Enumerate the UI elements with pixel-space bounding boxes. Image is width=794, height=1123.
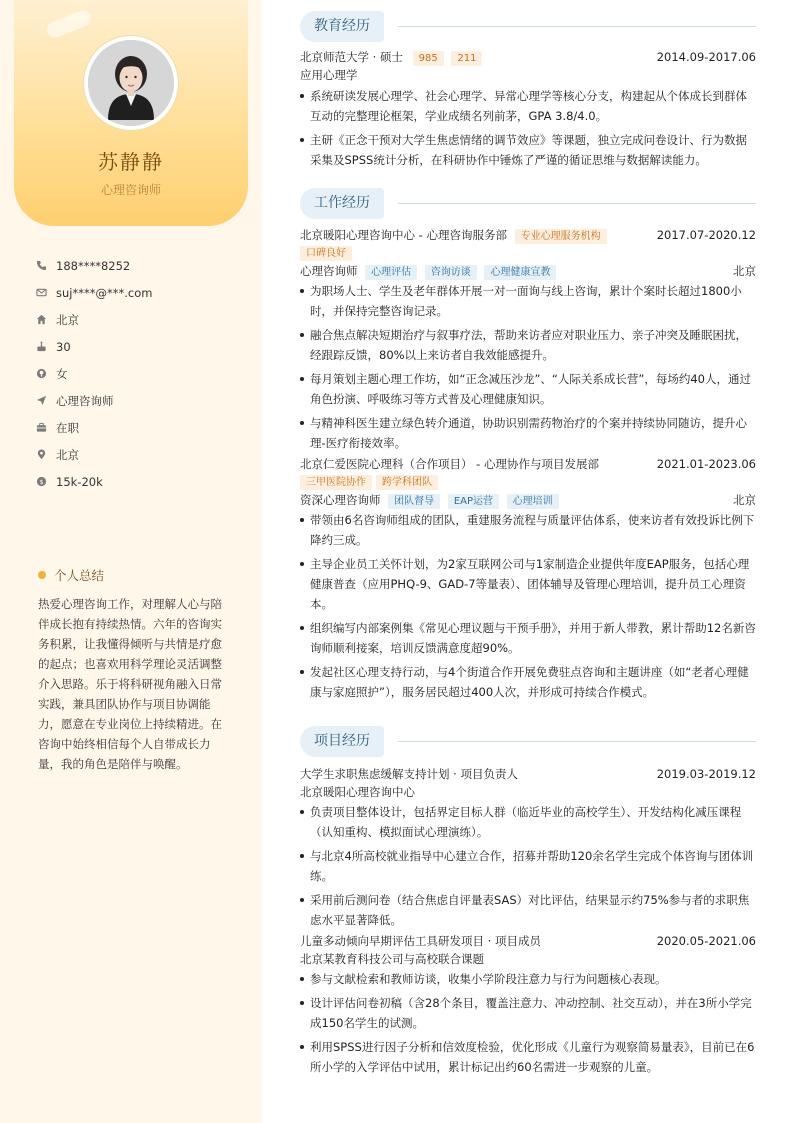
contact-intention bbox=[36, 387, 246, 414]
list-item: 设计评估问卷初稿（含28个条目，覆盖注意力、冲动控制、社交互动），并在3所小学完成150名学生的试测。 bbox=[300, 993, 756, 1033]
section-header bbox=[300, 726, 756, 757]
contact-phone-text: 188****8252 bbox=[56, 258, 131, 273]
list-item: 为职场人士、学生及老年群体开展一对一面询与线上咨询，累计个案时长超过1800小时，并保持完整咨询记录。 bbox=[300, 281, 756, 321]
candidate-title: 心理咨询师 bbox=[100, 183, 161, 197]
skill-tag: 团队督导 bbox=[388, 494, 440, 509]
contact-gender bbox=[36, 360, 246, 387]
work-city: 北京 bbox=[733, 493, 756, 507]
section-title: 项目经历 bbox=[300, 726, 384, 757]
project-org-text: 北京暖阳心理咨询中心 bbox=[300, 785, 415, 799]
skill-tag: 心理培训 bbox=[507, 494, 559, 509]
skill-tag: 心理健康宣教 bbox=[484, 265, 556, 280]
contact-gender-text: 女 bbox=[56, 366, 68, 381]
org-tags-line bbox=[300, 473, 756, 491]
project-org bbox=[300, 950, 756, 968]
mail-icon bbox=[36, 287, 56, 298]
list-item: 采用前后测问卷（结合焦虑自评量表SAS）对比评估，结果显示约75%参与者的求职焦虑水平显著降低。 bbox=[300, 890, 756, 930]
contact-location-text: 北京 bbox=[56, 447, 79, 462]
project-date: 2019.03-2019.12 bbox=[656, 767, 756, 781]
phone-icon bbox=[36, 260, 56, 271]
list-item: 与北京4所高校就业指导中心建立合作，招募并帮助120余名学生完成个体咨询与团体训练。 bbox=[300, 846, 756, 886]
home-icon bbox=[36, 314, 56, 325]
org-tag: 专业心理服务机构 bbox=[515, 229, 607, 244]
position-name: 心理咨询师 bbox=[300, 264, 358, 278]
project-item bbox=[300, 765, 756, 930]
send-icon bbox=[36, 395, 56, 406]
org-tag: 口碑良好 bbox=[300, 246, 352, 261]
bullet-dot-icon bbox=[38, 571, 46, 579]
work-section bbox=[300, 188, 756, 706]
contact-home bbox=[36, 306, 246, 333]
contact-home-text: 北京 bbox=[56, 312, 79, 327]
list-item: 组织编写内部案例集《常见心理议题与干预手册》，并用于新人带教，累计帮助12名新咨询师顺利接案，培训反馈满意度超90%。 bbox=[300, 618, 756, 658]
contact-email bbox=[36, 279, 246, 306]
contact-location bbox=[36, 441, 246, 468]
project-bullets bbox=[300, 802, 756, 930]
contact-salary bbox=[36, 468, 246, 495]
list-item: 参与文献检索和教师访谈，收集小学阶段注意力与行为问题核心表现。 bbox=[300, 969, 756, 989]
section-divider bbox=[398, 741, 756, 742]
major bbox=[300, 66, 756, 84]
contact-email-text: suj****@***.com bbox=[56, 285, 153, 300]
work-city: 北京 bbox=[733, 264, 756, 278]
major-text: 应用心理学 bbox=[300, 68, 358, 82]
portrait-icon bbox=[88, 40, 174, 126]
org-tag: 三甲医院协作 bbox=[300, 475, 372, 490]
summary-heading-text: 个人总结 bbox=[54, 568, 105, 583]
org-name: 北京暖阳心理咨询中心 - 心理咨询服务部 bbox=[300, 228, 507, 242]
svg-text:$: $ bbox=[39, 477, 44, 486]
position-name: 资深心理咨询师 bbox=[300, 493, 381, 507]
sidebar bbox=[0, 0, 262, 1123]
project-name: 儿童多动倾向早期评估工具研发项目 · 项目成员 bbox=[300, 934, 541, 948]
list-item: 负责项目整体设计，包括界定目标人群（临近毕业的高校学生）、开发结构化减压课程（认知重构、模拟面试心理演练）。 bbox=[300, 802, 756, 842]
project-header bbox=[300, 765, 756, 783]
list-item: 发起社区心理支持行动，与4个街道合作开展免费驻点咨询和主题讲座（如“老者心理健康与家庭照护”），服务居民超过400人次，并形成可持续合作模式。 bbox=[300, 662, 756, 702]
org-tag: 跨学科团队 bbox=[376, 475, 438, 490]
candidate-name: 苏静静 bbox=[98, 150, 164, 174]
position-row bbox=[300, 262, 756, 280]
school-tag: 211 bbox=[451, 51, 482, 66]
contact-age bbox=[36, 333, 246, 360]
school-name: 北京师范大学 · 硕士 bbox=[300, 50, 403, 64]
list-item: 每月策划主题心理工作坊，如“正念减压沙龙”、“人际关系成长营”，每场约40人，通过角色扮演、呼吸练习等方式普及心理健康知识。 bbox=[300, 369, 756, 409]
work-header bbox=[300, 226, 756, 244]
list-item: 系统研读发展心理学、社会心理学、异常心理学等核心分支，构建起从个体成长到群体互动的完整理论框架，学业成绩名列前茅，GPA 3.8/4.0。 bbox=[300, 86, 756, 126]
education-item bbox=[300, 48, 756, 170]
project-header bbox=[300, 932, 756, 950]
work-bullets bbox=[300, 510, 756, 702]
project-date: 2020.05-2021.06 bbox=[656, 934, 756, 948]
location-pin-icon bbox=[36, 449, 56, 460]
section-divider bbox=[398, 26, 756, 27]
education-bullets bbox=[300, 86, 756, 170]
list-item: 与精神科医生建立绿色转介通道，协助识别需药物治疗的个案并持续协同随访，提升心理-医疗衔接效率。 bbox=[300, 413, 756, 453]
skill-tag: EAP运营 bbox=[448, 494, 499, 509]
summary-heading bbox=[38, 566, 104, 584]
education-header bbox=[300, 48, 756, 66]
project-bullets bbox=[300, 969, 756, 1077]
position-row bbox=[300, 491, 756, 509]
work-item bbox=[300, 226, 756, 453]
decorative-pill bbox=[45, 8, 94, 40]
avatar-photo bbox=[88, 40, 174, 126]
projects-section bbox=[300, 726, 756, 1081]
contact-status-text: 在职 bbox=[56, 420, 79, 435]
org-name: 北京仁爱医院心理科（合作项目） - 心理协作与项目发展部 bbox=[300, 457, 599, 471]
section-divider bbox=[398, 203, 756, 204]
work-item bbox=[300, 455, 756, 702]
section-title: 工作经历 bbox=[300, 188, 384, 219]
project-org-text: 北京某教育科技公司与高校联合课题 bbox=[300, 952, 484, 966]
list-item: 利用SPSS进行因子分析和信效度检验，优化形成《儿童行为观察简易量表》，目前已在6所小学的入学评估中试用，累计标记出约60名需进一步观察的儿童。 bbox=[300, 1037, 756, 1077]
org-tags-line bbox=[300, 244, 756, 262]
project-name: 大学生求职焦虑缓解支持计划 · 项目负责人 bbox=[300, 767, 518, 781]
work-header bbox=[300, 455, 756, 473]
contact-list bbox=[36, 252, 246, 495]
contact-status bbox=[36, 414, 246, 441]
work-date: 2017.07-2020.12 bbox=[656, 228, 756, 242]
school-tag: 985 bbox=[413, 51, 444, 66]
skill-tag: 心理评估 bbox=[365, 265, 417, 280]
education-date: 2014.09-2017.06 bbox=[656, 50, 756, 64]
gender-icon bbox=[36, 368, 56, 379]
education-section bbox=[300, 11, 756, 174]
salary-icon bbox=[36, 476, 56, 487]
section-header bbox=[300, 188, 756, 219]
contact-salary-text: 15k-20k bbox=[56, 474, 103, 489]
summary-text: 热爱心理咨询工作，对理解人心与陪伴成长抱有持续热情。六年的咨询实务积累，让我懂得倾听与共情是疗愈的起点；也喜欢用科学理论灵活调整介入思路。乐于将科研视角融入日常实践，兼具团队协作与项目协调能力，愿意在专业岗位上持续精进。在咨询中始终相信每个人自带成长力量，我的角色是陪伴与唤醒。 bbox=[38, 597, 222, 771]
skill-tag: 咨询访谈 bbox=[425, 265, 477, 280]
project-item bbox=[300, 932, 756, 1077]
project-org bbox=[300, 783, 756, 801]
list-item: 带领由6名咨询师组成的团队，重建服务流程与质量评估体系，使来访者有效投诉比例下降约三成。 bbox=[300, 510, 756, 550]
work-bullets bbox=[300, 281, 756, 453]
contact-age-text: 30 bbox=[56, 339, 71, 354]
work-date: 2021.01-2023.06 bbox=[656, 457, 756, 471]
avatar bbox=[84, 36, 178, 130]
cake-icon bbox=[36, 341, 56, 352]
contact-intention-text: 心理咨询师 bbox=[56, 393, 114, 408]
list-item: 融合焦点解决短期治疗与叙事疗法，帮助来访者应对职业压力、亲子冲突及睡眠困扰，经跟踪反馈，80%以上来访者自我效能感提升。 bbox=[300, 325, 756, 365]
list-item: 主导企业员工关怀计划，为2家互联网公司与1家制造企业提供年度EAP服务，包括心理健康普查（应用PHQ-9、GAD-7等量表）、团体辅导及管理心理培训，提升员工心理资本。 bbox=[300, 554, 756, 614]
section-title: 教育经历 bbox=[300, 11, 384, 42]
list-item: 主研《正念干预对大学生焦虑情绪的调节效应》等课题，独立完成问卷设计、行为数据采集及SPSS统计分析，在科研协作中锤炼了严谨的循证思维与数据解读能力。 bbox=[300, 130, 756, 170]
contact-phone bbox=[36, 252, 246, 279]
section-header bbox=[300, 11, 756, 42]
briefcase-icon bbox=[36, 422, 56, 433]
